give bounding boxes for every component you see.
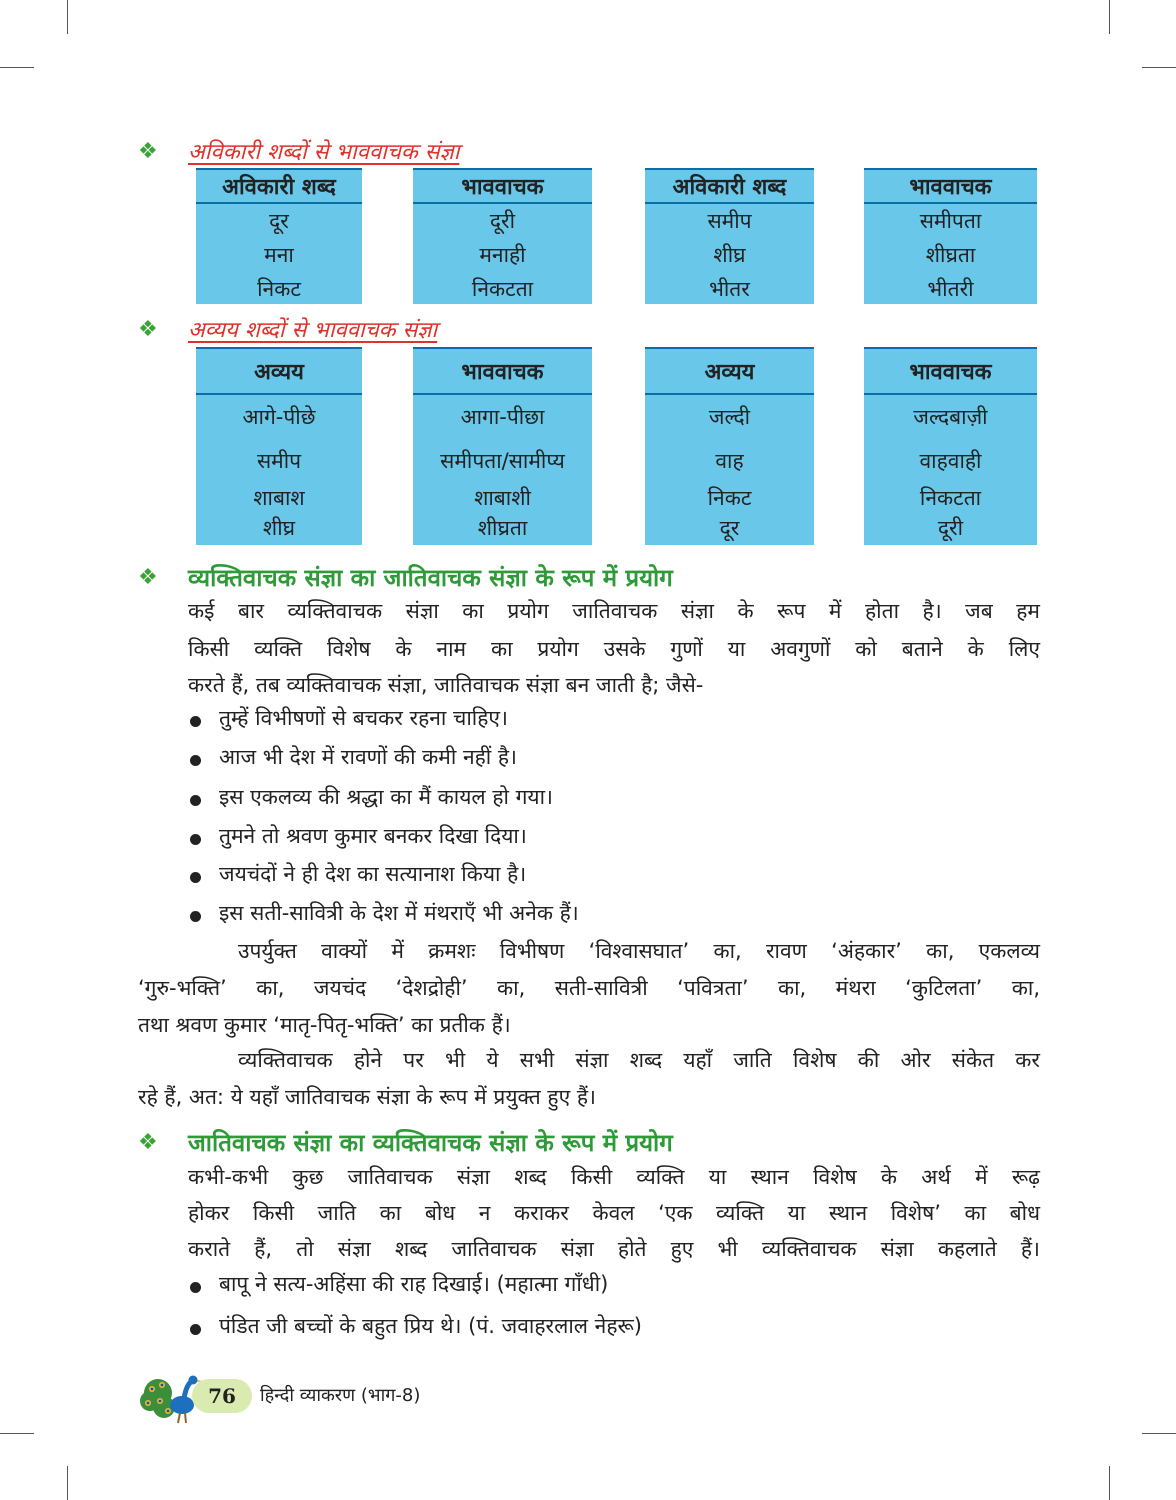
bullet-dot-icon	[190, 1324, 201, 1335]
bullet-dot-icon	[190, 755, 201, 766]
table-cell: समीप	[707, 209, 752, 233]
table-cell: दूर	[269, 209, 289, 233]
table-cell: शीघ्र	[262, 516, 296, 540]
table-cell: निकट	[257, 277, 301, 301]
table-cell: समीप	[256, 449, 302, 473]
section-heading	[138, 1126, 673, 1159]
paragraph-line: ‘गुरु-भक्ति’ का, जयचंद ‘देशद्रोही’ का, सती-सावित्री ‘पवित्रता’ का, मंथरा ‘कुटिलता’ का,	[138, 976, 1040, 1000]
list-item: तुमने तो श्रवण कुमार बनकर दिखा दिया।	[190, 822, 527, 850]
crop-mark	[0, 67, 34, 68]
bullet-dot-icon	[190, 911, 201, 922]
section-title: अव्यय शब्दों से भाववाचक संज्ञा	[188, 318, 438, 343]
diamond-bullet-icon: ❖	[138, 316, 158, 342]
bullet-dot-icon	[190, 834, 201, 845]
table-cell: शीघ्रता	[477, 516, 528, 540]
table-header: अव्यय	[196, 347, 362, 395]
table-cell: वाहवाही	[919, 449, 982, 473]
table-cell: मनाही	[479, 243, 526, 267]
word-table	[413, 347, 592, 545]
paragraph-line: उपर्युक्त वाक्यों में क्रमशः विभीषण ‘विश्वासघात’ का, रावण ‘अंहकार’ का, एकलव्य	[238, 939, 1040, 963]
table-header: भाववाचक	[864, 347, 1037, 395]
table-cell: जल्दबाज़ी	[913, 405, 988, 429]
table-cell: आगा-पीछा	[460, 405, 545, 429]
table-cell: निकट	[707, 486, 752, 510]
page-footer	[140, 1367, 470, 1427]
table-cell: मना	[264, 243, 294, 267]
section-heading	[138, 314, 437, 344]
list-item: तुम्हें विभीषणों से बचकर रहना चाहिए।	[190, 704, 508, 732]
table-cell: भीतर	[709, 277, 750, 301]
table-cell: जल्दी	[708, 405, 751, 429]
table-cell: भीतरी	[927, 277, 974, 301]
word-table	[196, 168, 362, 304]
list-item: आज भी देश में रावणों की कमी नहीं है।	[190, 743, 517, 771]
table-cell: शाबाश	[253, 486, 305, 510]
crop-mark	[67, 0, 68, 34]
table-header: अविकारी शब्द	[645, 168, 814, 204]
crop-mark	[1109, 1466, 1110, 1500]
crop-mark	[0, 1433, 34, 1434]
word-table	[196, 347, 362, 545]
diamond-bullet-icon: ❖	[138, 565, 158, 590]
table-cell: शीघ्र	[713, 243, 746, 267]
list-item: इस सती-सावित्री के देश में मंथराएँ भी अनेक हैं।	[190, 899, 579, 927]
table-cell: वाह	[715, 449, 744, 473]
section-title: व्यक्तिवाचक संज्ञा का जातिवाचक संज्ञा के रूप में प्रयोग	[188, 564, 673, 592]
paragraph-line: किसी व्यक्ति विशेष के नाम का प्रयोग उसके गुणों या अवगुणों को बताने के लिए	[188, 637, 1040, 661]
section-title: जातिवाचक संज्ञा का व्यक्तिवाचक संज्ञा के रूप में प्रयोग	[188, 1129, 673, 1157]
list-item: जयचंदों ने ही देश का सत्यानाश किया है।	[190, 860, 526, 888]
word-table	[645, 347, 814, 545]
table-cell: निकटता	[471, 277, 534, 301]
table-cell: निकटता	[919, 486, 982, 510]
table-cell: समीपता/सामीप्य	[440, 449, 565, 473]
crop-mark	[1109, 0, 1110, 34]
diamond-bullet-icon: ❖	[138, 138, 158, 164]
table-header: अव्यय	[645, 347, 814, 395]
section-heading	[138, 136, 459, 166]
paragraph-line: करते हैं, तब व्यक्तिवाचक संज्ञा, जातिवाचक संज्ञा बन जाती है; जैसे-	[188, 673, 704, 697]
list-item: पंडित जी बच्चों के बहुत प्रिय थे। (पं. जवाहरलाल नेहरू)	[190, 1312, 642, 1340]
table-cell: दूरी	[937, 516, 964, 540]
list-item: बापू ने सत्य-अहिंसा की राह दिखाई। (महात्मा गाँधी)	[190, 1270, 608, 1298]
word-table	[645, 168, 814, 304]
paragraph-line: होकर किसी जाति का बोध न कराकर केवल ‘एक व्यक्ति या स्थान विशेष’ का बोध	[188, 1201, 1040, 1225]
table-cell: आगे-पीछे	[242, 405, 316, 429]
book-title: हिन्दी व्याकरण (भाग-8)	[260, 1385, 421, 1406]
crop-mark	[1142, 67, 1176, 68]
paragraph-line: व्यक्तिवाचक होने पर भी ये सभी संज्ञा शब्द यहाँ जाति विशेष की ओर संकेत कर	[238, 1048, 1040, 1072]
word-table	[864, 168, 1037, 304]
crop-mark	[67, 1466, 68, 1500]
word-table	[864, 347, 1037, 545]
paragraph-line: कई बार व्यक्तिवाचक संज्ञा का प्रयोग जातिवाचक संज्ञा के रूप में होता है। जब हम	[188, 599, 1040, 623]
table-cell: समीपता	[919, 209, 982, 233]
bullet-dot-icon	[190, 1282, 201, 1293]
paragraph-line: तथा श्रवण कुमार ‘मातृ-पितृ-भक्ति’ का प्रतीक हैं।	[138, 1013, 511, 1037]
table-cell: दूरी	[489, 209, 516, 233]
table-header: भाववाचक	[413, 168, 592, 204]
section-heading	[138, 561, 673, 594]
paragraph-line: कभी-कभी कुछ जातिवाचक संज्ञा शब्द किसी व्यक्ति या स्थान विशेष के अर्थ में रूढ़	[188, 1165, 1040, 1189]
table-cell: शीघ्रता	[925, 243, 976, 267]
page-number: 76	[192, 1379, 252, 1413]
crop-mark	[1142, 1433, 1176, 1434]
list-item: इस एकलव्य की श्रद्धा का मैं कायल हो गया।	[190, 783, 553, 811]
paragraph-line: रहे हैं, अत: ये यहाँ जातिवाचक संज्ञा के रूप में प्रयुक्त हुए हैं।	[138, 1085, 596, 1109]
table-cell: दूर	[719, 516, 740, 540]
bullet-dot-icon	[190, 795, 201, 806]
paragraph-line: कराते हैं, तो संज्ञा शब्द जातिवाचक संज्ञा होते हुए भी व्यक्तिवाचक संज्ञा कहलाते हैं।	[188, 1237, 1040, 1261]
section-title: अविकारी शब्दों से भाववाचक संज्ञा	[188, 140, 460, 165]
table-header: भाववाचक	[413, 347, 592, 395]
bullet-dot-icon	[190, 716, 201, 727]
table-header: भाववाचक	[864, 168, 1037, 204]
bullet-dot-icon	[190, 872, 201, 883]
word-table	[413, 168, 592, 304]
table-header: अविकारी शब्द	[196, 168, 362, 204]
diamond-bullet-icon: ❖	[138, 1130, 158, 1155]
table-cell: शाबाशी	[474, 486, 531, 510]
